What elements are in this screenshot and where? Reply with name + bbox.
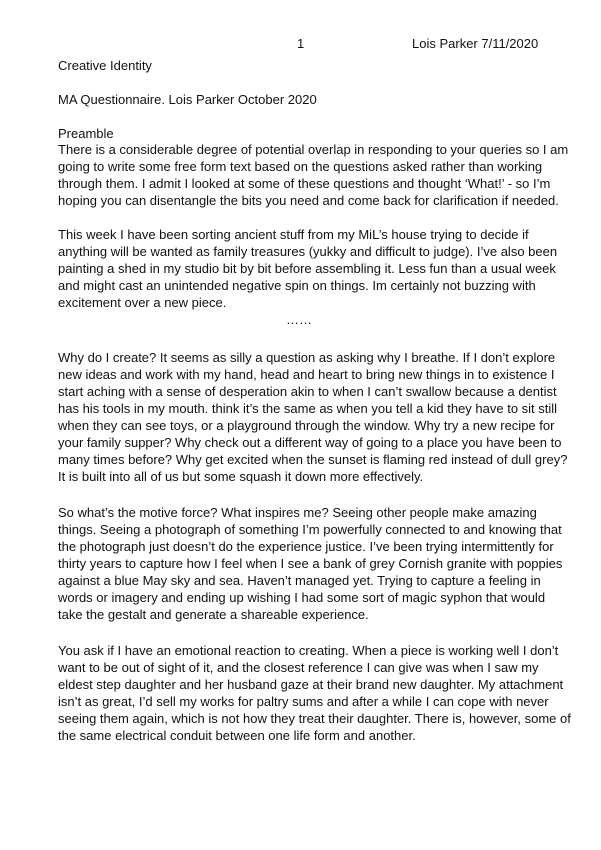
p3-line: when they can see toys, or a playground through the window. Why try a new recipe for	[58, 418, 555, 433]
p5-line: eldest step daughter and her husband gaze at their brand new daughter. My attachment	[58, 677, 564, 692]
p1-line: through them. I admit I looked at some of these questions and thought ‘What!’ - so I’m	[58, 176, 551, 191]
preamble-heading: Preamble	[58, 126, 114, 141]
p4-line: So what’s the motive force? What inspires me? Seeing other people make amazing	[58, 505, 537, 520]
p4-line: against a blue May sky and sea. Haven’t managed yet. Trying to capture a feeling in	[58, 573, 541, 588]
p3-line: many times before? Why get excited when the sunset is flaming red instead of dull grey?	[58, 452, 568, 467]
page-number: 1	[297, 36, 305, 51]
p1-line: hoping you can disentangle the bits you need and come back for clarification if needed.	[58, 193, 559, 208]
p5-line: seeing them again, which is not how they treat their daughter. There is, however, some of	[58, 711, 571, 726]
p2-line: and might cast an unintended negative spin on things. Im certainly not buzzing with	[58, 278, 536, 293]
p3-line: your family supper? Why check out a different way of going to a place you have been to	[58, 435, 562, 450]
p2-line: anything will be wanted as family treasures (yukky and difficult to judge). I’ve also been	[58, 244, 558, 259]
p3-line: has his tools in my mouth. think it’s the same as when you tell a kid they have to sit still	[58, 401, 558, 416]
p3-line: Why do I create? It seems as silly a question as asking why I breathe. If I don’t explore	[58, 350, 556, 365]
document-subtitle: MA Questionnaire. Lois Parker October 2020	[58, 92, 317, 107]
p3-line: It is built into all of us but some squash it down more effectively.	[58, 469, 424, 484]
p4-line: things. Seeing a photograph of something I’m powerfully connected to and knowing that	[58, 522, 562, 537]
p5-line: want to be out of sight of it, and the closest reference I can give was when I saw my	[58, 660, 539, 675]
p5-line: You ask if I have an emotional reaction to creating. When a piece is working well I don’t	[58, 643, 559, 658]
p2-line: painting a shed in my studio bit by bit before assembling it. Less fun than a usual week	[58, 261, 556, 276]
p1-line: going to write some free form text based on the questions asked rather than working	[58, 159, 543, 174]
document-title: Creative Identity	[58, 58, 152, 73]
p3-line: new ideas and work with my hand, head and heart to bring new things in to existence I	[58, 367, 555, 382]
p2-line: excitement over a new piece.	[58, 295, 227, 310]
p3-line: start aching with a sense of desperation akin to when I can’t swallow because a dentist	[58, 384, 557, 399]
p1-line: There is a considerable degree of potential overlap in responding to your queries so I am	[58, 142, 569, 157]
p4-line: take the gestalt and generate a shareable experience.	[58, 607, 369, 622]
p4-line: thirty years to capture how I feel when I see a bank of grey Cornish granite with poppies	[58, 556, 563, 571]
p4-line: the photograph just doesn’t do the experience justice. I’ve been trying intermittently for	[58, 539, 554, 554]
p4-line: words or imagery and ending up wishing I had some sort of magic syphon that would	[58, 590, 546, 605]
author-date: Lois Parker 7/11/2020	[412, 36, 539, 51]
p2-line: This week I have been sorting ancient stuff from my MiL’s house trying to decide if	[58, 227, 529, 242]
section-separator: ……	[286, 312, 312, 327]
p5-line: the same electrical conduit between one life form and another.	[58, 728, 416, 743]
p5-line: isn’t as great, I’d sell my works for paltry sums and after a while I can cope with never	[58, 694, 549, 709]
